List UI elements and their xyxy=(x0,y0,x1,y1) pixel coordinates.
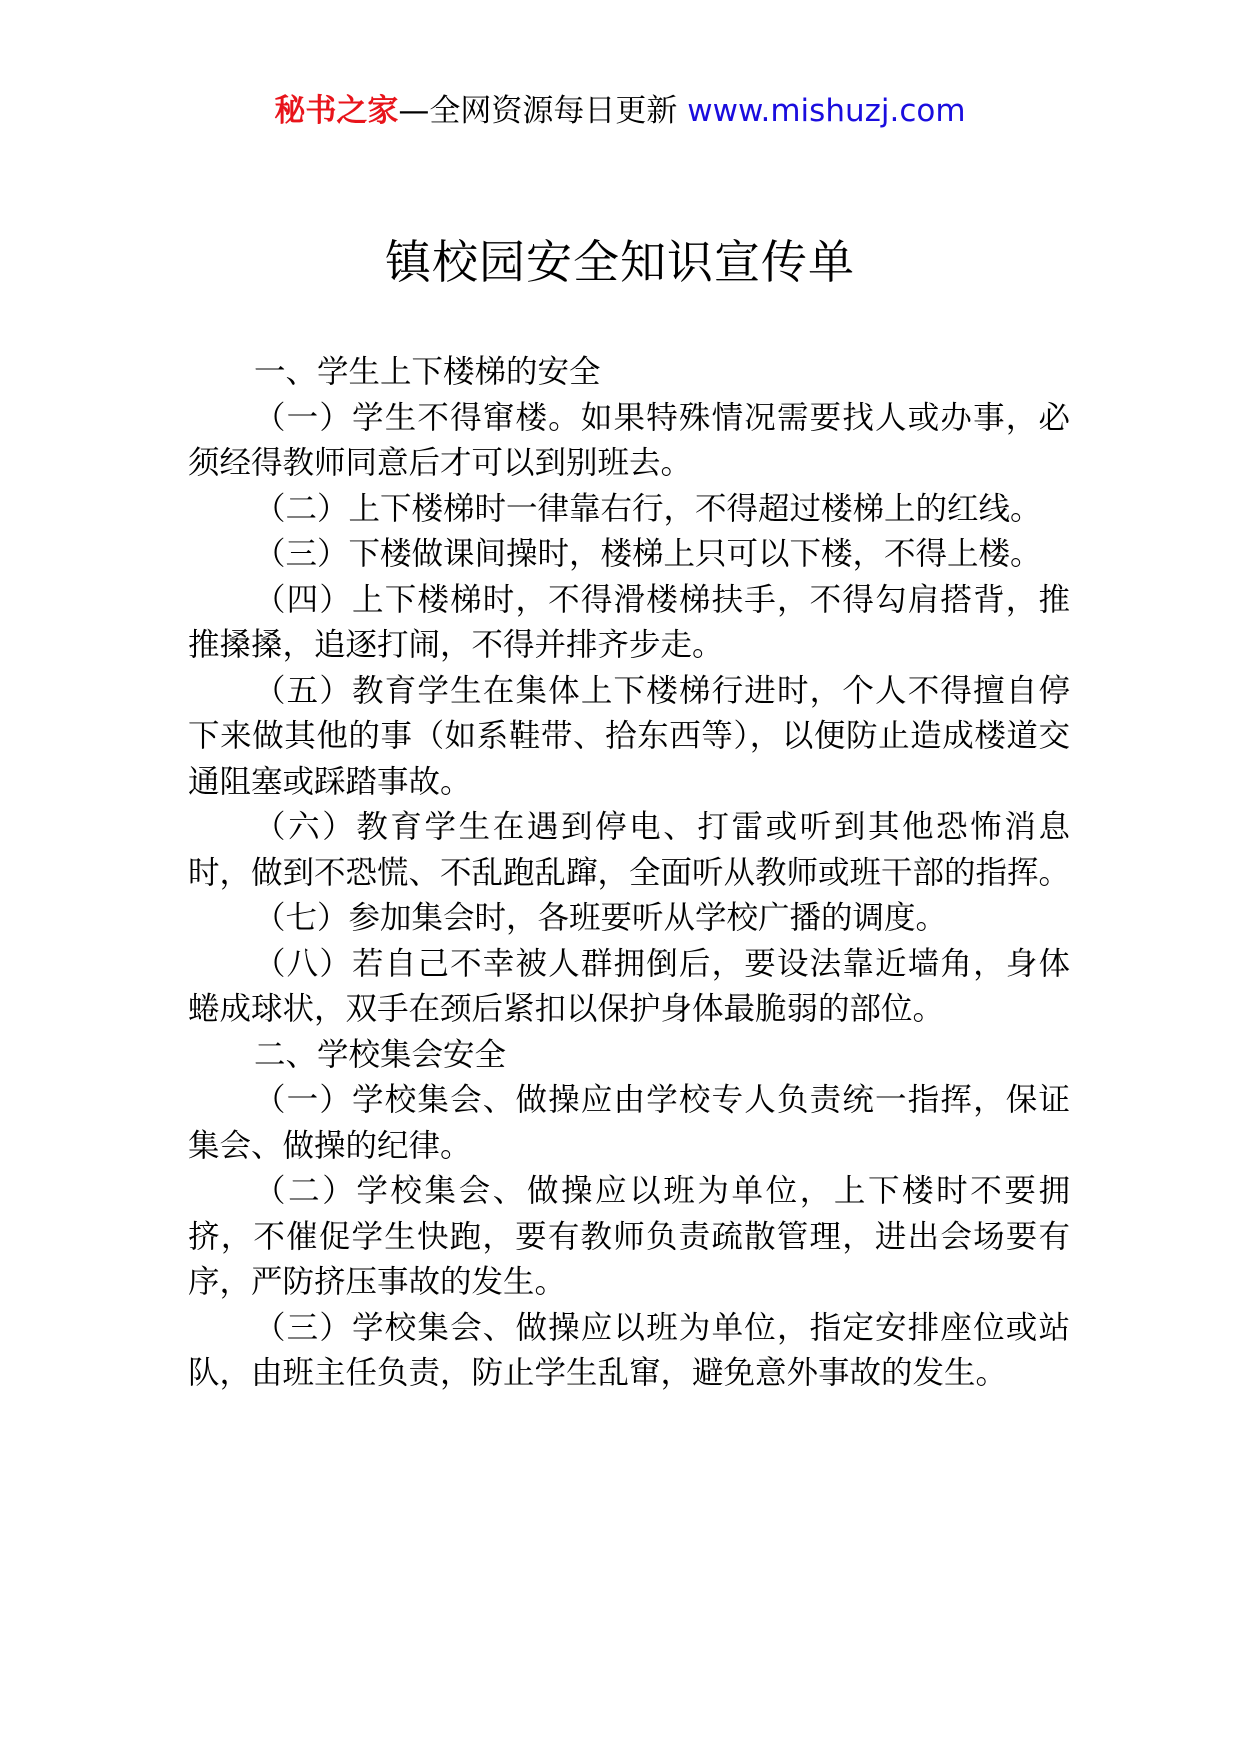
site-brand: 秘书之家 xyxy=(274,93,399,129)
section-heading-assembly: 二、学校集会安全 xyxy=(254,1036,507,1073)
paragraph: （二）学校集会、做操应以班为单位，上下楼时不要拥挤，不催促学生快跑，要有教师负责疏散管理，进出会场要有序，严防挤压事故的发生。 xyxy=(188,1173,1070,1300)
paragraph: （七）参加集会时，各班要听从学校广播的调度。 xyxy=(254,900,948,936)
paragraph: （五）教育学生在集体上下楼梯行进时，个人不得擅自停下来做其他的事（如系鞋带、拾东西等），以便防止造成楼道交通阻塞或踩踏事故。 xyxy=(188,672,1070,800)
paragraph: （六）教育学生在遇到停电、打雷或听到其他恐怖消息时，做到不恐慌、不乱跑乱蹿，全面听从教师或班干部的指挥。 xyxy=(188,809,1071,891)
site-header xyxy=(0,88,1240,134)
document-title: 镇校园安全知识宣传单 xyxy=(385,235,855,289)
site-tagline: —全网资源每日更新 xyxy=(398,93,688,129)
paragraph: （八）若自己不幸被人群拥倒后，要设法靠近墙角，身体蜷成球状，双手在颈后紧扣以保护身体最脆弱的部位。 xyxy=(188,945,1070,1027)
paragraph: （一）学校集会、做操应由学校专人负责统一指挥，保证集会、做操的纪律。 xyxy=(188,1082,1070,1164)
site-url-link[interactable]: www.mishuzj.com xyxy=(687,93,966,129)
paragraph: （三）下楼做课间操时，楼梯上只可以下楼，不得上楼。 xyxy=(254,536,1042,572)
paragraph: （四）上下楼梯时，不得滑楼梯扶手，不得勾肩搭背，推推搡搡，追逐打闹，不得并排齐步走。 xyxy=(188,581,1070,663)
document-body xyxy=(188,350,1070,1397)
paragraph: （二）上下楼梯时一律靠右行，不得超过楼梯上的红线。 xyxy=(254,490,1042,527)
section-heading-stairs: 一、学生上下楼梯的安全 xyxy=(254,354,601,390)
paragraph: （一）学生不得窜楼。如果特殊情况需要找人或办事，必须经得教师同意后才可以到别班去。 xyxy=(188,399,1070,481)
paragraph: （三）学校集会、做操应以班为单位，指定安排座位或站队，由班主任负责，防止学生乱窜，避免意外事故的发生。 xyxy=(188,1309,1070,1391)
